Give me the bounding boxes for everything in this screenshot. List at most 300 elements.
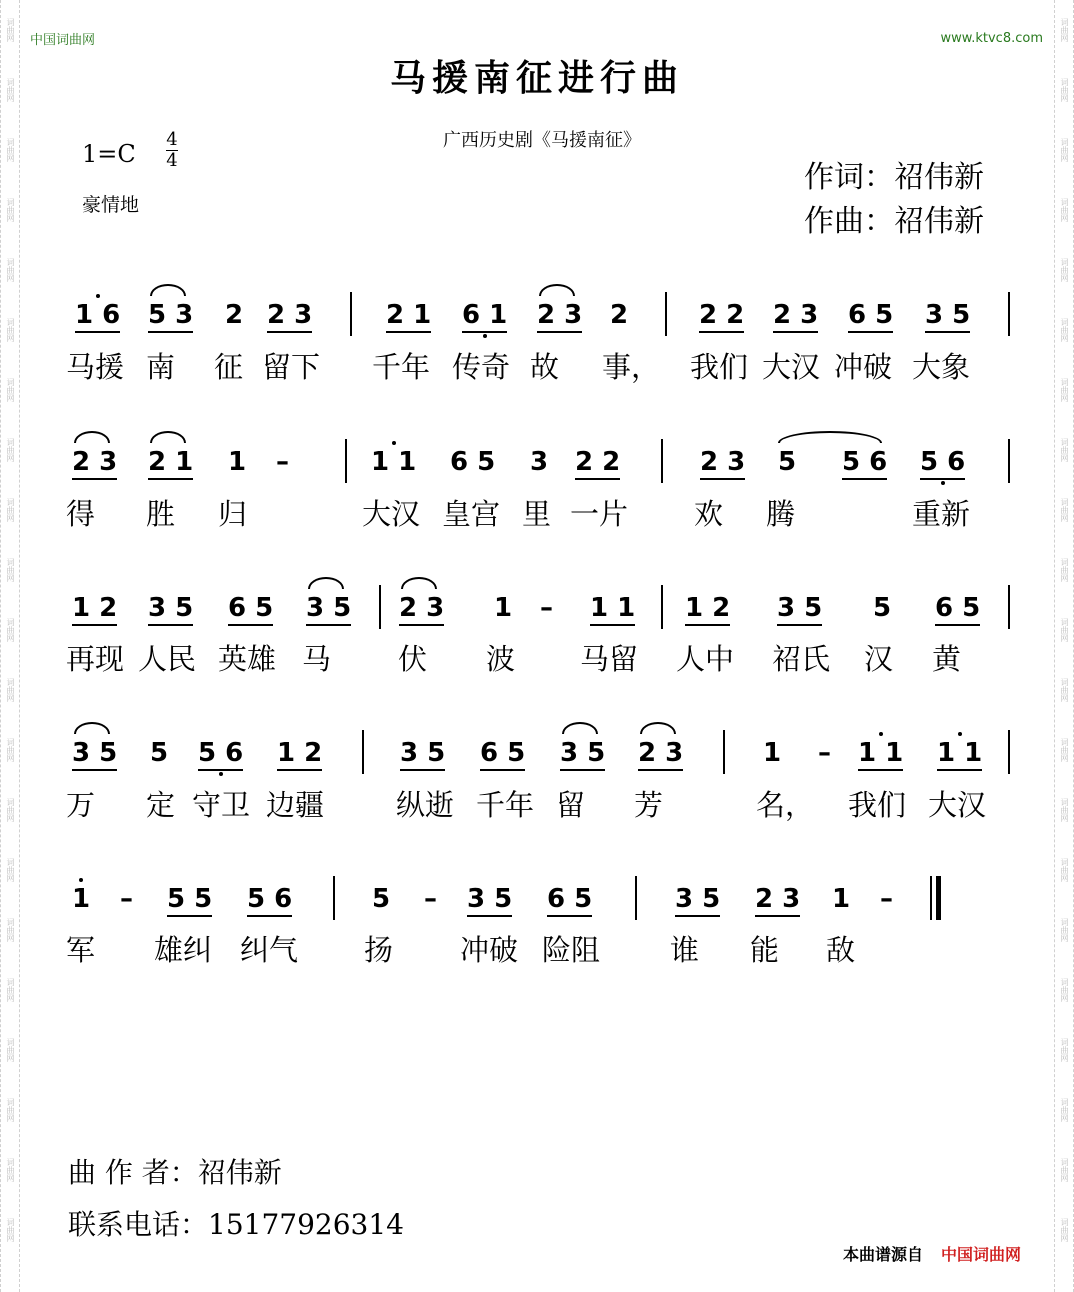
eighth-note-underline	[575, 478, 620, 480]
lyric-word: 冲破	[460, 933, 519, 967]
watermark-text: 词曲网	[1060, 1218, 1069, 1242]
lyric-word: 留下	[262, 350, 321, 384]
note-group	[700, 447, 745, 477]
eighth-note-underline	[700, 478, 745, 480]
eighth-note-underline	[277, 769, 322, 771]
lyric-word: 千年	[476, 788, 535, 822]
lyric-word: 祒氏	[772, 642, 831, 676]
lyric-word: 谁	[670, 933, 700, 967]
watermark-text: 词曲网	[1060, 138, 1069, 162]
lyric-word: 名，	[756, 788, 815, 822]
lyric-word: 传奇	[452, 350, 511, 384]
lyric-word: 胜	[146, 497, 176, 531]
watermark-text: 词曲网	[6, 318, 15, 342]
eighth-note-underline	[228, 624, 273, 626]
eighth-note-underline	[777, 624, 822, 626]
lyric-word: 大汉	[928, 788, 987, 822]
source-credit	[843, 1242, 1021, 1265]
note-group	[228, 447, 246, 477]
lyric-word: 黄	[932, 642, 962, 676]
song-subtitle: 广西历史剧《马援南征》	[443, 130, 641, 151]
note-group	[386, 300, 431, 330]
note-text: 3 5	[777, 593, 823, 623]
note-text: 2 3	[72, 447, 118, 477]
eighth-note-underline	[72, 624, 117, 626]
note-group	[400, 738, 445, 768]
bar-line	[1008, 730, 1010, 774]
note-text: 1 2	[72, 593, 118, 623]
watermark-text: 词曲网	[6, 258, 15, 282]
lyric-word: 留	[556, 788, 586, 822]
source-brand-link[interactable]: 中国词曲网	[941, 1245, 1022, 1264]
watermark-text: 词曲网	[6, 498, 15, 522]
footer-author: 曲 作 者：祒伟新	[68, 1156, 282, 1189]
note-text: 1 1	[590, 593, 636, 623]
eighth-note-underline	[267, 331, 312, 333]
time-bottom: 4	[166, 150, 178, 171]
eighth-note-underline	[247, 915, 292, 917]
final-bar-thick	[936, 876, 941, 920]
song-title: 马援南征进行曲	[389, 58, 684, 99]
composer-credit: 作曲：祒伟新	[804, 204, 984, 239]
note-text: 2 2	[699, 300, 745, 330]
eighth-note-underline	[400, 769, 445, 771]
note-text: 5	[372, 884, 391, 914]
eighth-note-underline	[699, 331, 744, 333]
tempo-marking: 豪情地	[82, 194, 140, 216]
note-text: 2 3	[399, 593, 445, 623]
note-group	[590, 593, 635, 623]
lyric-word: 我们	[690, 350, 749, 384]
bar-line	[379, 585, 381, 629]
lyric-word: 一片	[570, 497, 629, 531]
time-signature	[166, 131, 178, 170]
note-text: 1 2	[277, 738, 323, 768]
note-text: –	[880, 884, 893, 914]
note-text: 1 1	[937, 738, 983, 768]
watermark-text: 词曲网	[1060, 558, 1069, 582]
watermark-text: 词曲网	[6, 378, 15, 402]
eighth-note-underline	[386, 331, 431, 333]
lyric-word: 马援	[66, 350, 125, 384]
lyric-word: 大汉	[362, 497, 421, 531]
eighth-note-underline	[462, 331, 507, 333]
eighth-note-underline	[148, 331, 193, 333]
note-group	[371, 447, 416, 477]
note-group	[72, 447, 117, 477]
note-text: –	[276, 447, 289, 477]
final-bar-line	[930, 876, 942, 920]
watermark-text: 词曲网	[1060, 738, 1069, 762]
eighth-note-underline	[858, 769, 903, 771]
note-text: 2 3	[638, 738, 684, 768]
eighth-note-underline	[560, 769, 605, 771]
note-group	[848, 300, 893, 330]
watermark-text: 词曲网	[1060, 1038, 1069, 1062]
eighth-note-underline	[306, 624, 351, 626]
lyric-word: 军	[66, 933, 96, 967]
note-text: 2 3	[700, 447, 746, 477]
low-octave-dot	[483, 334, 487, 338]
lyric-word: 事，	[602, 350, 661, 384]
slur-mark	[539, 284, 575, 296]
bar-line	[333, 876, 335, 920]
note-text: 5 6	[247, 884, 293, 914]
lyric-word: 雄纠	[154, 933, 213, 967]
lyric-word: 边疆	[266, 788, 325, 822]
watermark-text: 词曲网	[6, 798, 15, 822]
lyric-word: 重新	[912, 497, 971, 531]
watermark-text: 词曲网	[6, 198, 15, 222]
slur-mark	[150, 431, 186, 443]
note-group	[267, 300, 312, 330]
watermark-text: 词曲网	[1060, 798, 1069, 822]
watermark-text: 词曲网	[6, 858, 15, 882]
lyric-word: 人民	[138, 642, 197, 676]
watermark-text: 词曲网	[6, 1158, 15, 1182]
lyric-word: 能	[750, 933, 780, 967]
bar-line	[350, 292, 352, 336]
note-text: 2 3	[773, 300, 819, 330]
watermark-text: 词曲网	[1060, 1158, 1069, 1182]
note-text: –	[424, 884, 437, 914]
tie-mark	[778, 431, 882, 443]
eighth-note-underline	[467, 915, 512, 917]
high-octave-dot	[879, 732, 883, 736]
note-text: 6 5	[547, 884, 593, 914]
note-text: 6 1	[462, 300, 508, 330]
eighth-note-underline	[773, 331, 818, 333]
lyric-word: 伏	[398, 642, 428, 676]
note-group	[225, 300, 243, 330]
lyric-word: 敌	[826, 933, 856, 967]
watermark-text: 词曲网	[1060, 198, 1069, 222]
note-text: 5 6	[842, 447, 888, 477]
eighth-note-underline	[537, 331, 582, 333]
note-group	[148, 300, 193, 330]
eighth-note-underline	[148, 478, 193, 480]
note-text: 5 6	[920, 447, 966, 477]
lyricist-credit: 作词：祒伟新	[804, 160, 984, 195]
note-group	[372, 884, 390, 914]
bar-line	[1008, 292, 1010, 336]
eighth-note-underline	[685, 624, 730, 626]
note-text: 5 6	[198, 738, 244, 768]
note-group	[773, 300, 818, 330]
watermark-text: 词曲网	[6, 918, 15, 942]
note-text: 3	[530, 447, 549, 477]
slur-mark	[150, 284, 186, 296]
lyric-word: 皇宫	[442, 497, 501, 531]
eighth-note-underline	[547, 915, 592, 917]
eighth-note-underline	[590, 624, 635, 626]
high-octave-dot	[392, 441, 396, 445]
lyric-word: 纠气	[240, 933, 299, 967]
lyric-word: 再现	[66, 642, 125, 676]
note-text: 3 5	[560, 738, 606, 768]
final-bar-thin	[930, 876, 932, 920]
watermark-text: 词曲网	[6, 618, 15, 642]
note-text: 3 5	[675, 884, 721, 914]
lyric-word: 大象	[912, 350, 971, 384]
note-group	[494, 593, 512, 623]
note-group	[575, 447, 620, 477]
bar-line	[665, 292, 667, 336]
eighth-note-underline	[937, 769, 982, 771]
lyric-word: 波	[486, 642, 516, 676]
note-group	[72, 738, 117, 768]
site-name-left[interactable]: 中国词曲网	[30, 33, 96, 48]
note-group	[148, 593, 193, 623]
eighth-note-underline	[198, 769, 243, 771]
lyric-word: 马	[302, 642, 332, 676]
note-group	[537, 300, 582, 330]
watermark-text: 词曲网	[1060, 858, 1069, 882]
note-text: –	[818, 738, 831, 768]
sustain-dash	[276, 447, 289, 477]
eighth-note-underline	[848, 331, 893, 333]
bar-line	[362, 730, 364, 774]
lyric-word: 芳	[634, 788, 664, 822]
eighth-note-underline	[399, 624, 444, 626]
note-group	[547, 884, 592, 914]
lyric-word: 归	[218, 497, 248, 531]
watermark-text: 词曲网	[1060, 78, 1069, 102]
watermark-text: 词曲网	[1060, 318, 1069, 342]
note-group	[560, 738, 605, 768]
note-group	[858, 738, 903, 768]
eighth-note-underline	[480, 769, 525, 771]
lyric-word: 汉	[864, 642, 894, 676]
eighth-note-underline	[925, 331, 970, 333]
lyric-word: 我们	[848, 788, 907, 822]
note-group	[777, 593, 822, 623]
site-url-right[interactable]: www.ktvc8.com	[940, 31, 1043, 46]
watermark-text: 词曲网	[6, 18, 15, 42]
lyric-word: 扬	[364, 933, 394, 967]
slur-mark	[401, 577, 437, 589]
lyric-word: 纵逝	[396, 788, 455, 822]
watermark-text: 词曲网	[6, 138, 15, 162]
note-text: 5 5	[167, 884, 213, 914]
note-group	[920, 447, 965, 477]
watermark-text: 词曲网	[6, 738, 15, 762]
bar-line	[1008, 439, 1010, 483]
watermark-text: 词曲网	[6, 1218, 15, 1242]
sustain-dash	[818, 738, 831, 768]
watermark-text: 词曲网	[1060, 1098, 1069, 1122]
note-text: –	[540, 593, 553, 623]
watermark-text: 词曲网	[1060, 978, 1069, 1002]
sustain-dash	[540, 593, 553, 623]
high-octave-dot	[79, 878, 83, 882]
note-text: 2	[610, 300, 629, 330]
bar-line	[661, 439, 663, 483]
watermark-text: 词曲网	[6, 678, 15, 702]
note-group	[277, 738, 322, 768]
note-group	[150, 738, 168, 768]
note-text: –	[120, 884, 133, 914]
note-text: 6 5	[848, 300, 894, 330]
note-text: 3 5	[72, 738, 118, 768]
lyric-word: 守卫	[192, 788, 251, 822]
lyric-word: 千年	[372, 350, 431, 384]
note-group	[638, 738, 683, 768]
note-text: 6 5	[480, 738, 526, 768]
note-group	[530, 447, 548, 477]
lyric-word: 里	[522, 497, 552, 531]
watermark-text: 词曲网	[1060, 258, 1069, 282]
note-group	[755, 884, 800, 914]
note-text: 1 1	[858, 738, 904, 768]
note-text: 1	[228, 447, 247, 477]
note-text: 3 5	[148, 593, 194, 623]
note-text: 2	[225, 300, 244, 330]
note-text: 3 5	[400, 738, 446, 768]
note-group	[842, 447, 887, 477]
note-text: 1	[763, 738, 782, 768]
lyric-word: 大汉	[762, 350, 821, 384]
note-group	[228, 593, 273, 623]
note-group	[675, 884, 720, 914]
eighth-note-underline	[75, 331, 120, 333]
note-group	[480, 738, 525, 768]
sustain-dash	[120, 884, 133, 914]
eighth-note-underline	[675, 915, 720, 917]
watermark-text: 词曲网	[1060, 498, 1069, 522]
note-text: 5	[150, 738, 169, 768]
note-group	[925, 300, 970, 330]
watermark-text: 词曲网	[6, 978, 15, 1002]
note-text: 3 5	[467, 884, 513, 914]
lyric-word: 冲破	[834, 350, 893, 384]
note-text: 2 1	[386, 300, 432, 330]
note-text: 1 2	[685, 593, 731, 623]
note-group	[72, 593, 117, 623]
note-group	[935, 593, 980, 623]
footer-phone: 联系电话：15177926314	[68, 1208, 404, 1241]
note-group	[450, 447, 495, 477]
note-text: 5	[778, 447, 797, 477]
source-label: 本曲谱源自	[843, 1245, 924, 1264]
left-watermark-strip	[0, 0, 20, 1292]
note-group	[685, 593, 730, 623]
note-text: 2 3	[537, 300, 583, 330]
watermark-text: 词曲网	[6, 438, 15, 462]
slur-mark	[640, 722, 676, 734]
note-text: 1	[832, 884, 851, 914]
note-group	[873, 593, 891, 623]
note-text: 1	[494, 593, 513, 623]
eighth-note-underline	[167, 915, 212, 917]
note-text: 3 5	[306, 593, 352, 623]
lyric-word: 征	[214, 350, 244, 384]
note-text: 6 5	[228, 593, 274, 623]
note-group	[763, 738, 781, 768]
sustain-dash	[424, 884, 437, 914]
watermark-text: 词曲网	[1060, 378, 1069, 402]
bar-line	[723, 730, 725, 774]
eighth-note-underline	[842, 478, 887, 480]
watermark-text: 词曲网	[1060, 678, 1069, 702]
note-group	[198, 738, 243, 768]
note-text: 1 6	[75, 300, 121, 330]
bar-line	[661, 585, 663, 629]
note-group	[462, 300, 507, 330]
slur-mark	[74, 722, 110, 734]
slur-mark	[74, 431, 110, 443]
lyric-word: 故	[530, 350, 560, 384]
note-group	[467, 884, 512, 914]
note-group	[699, 300, 744, 330]
note-text: 5 3	[148, 300, 194, 330]
lyric-word: 英雄	[218, 642, 277, 676]
eighth-note-underline	[72, 478, 117, 480]
low-octave-dot	[219, 772, 223, 776]
lyric-word: 定	[146, 788, 176, 822]
watermark-text: 词曲网	[6, 558, 15, 582]
eighth-note-underline	[920, 478, 965, 480]
lyric-word: 南	[146, 350, 176, 384]
note-text: 2 2	[575, 447, 621, 477]
high-octave-dot	[96, 294, 100, 298]
note-text: 2 1	[148, 447, 194, 477]
note-group	[247, 884, 292, 914]
note-group	[937, 738, 982, 768]
watermark-text: 词曲网	[1060, 618, 1069, 642]
lyric-word: 欢	[694, 497, 724, 531]
eighth-note-underline	[755, 915, 800, 917]
note-group	[167, 884, 212, 914]
note-group	[306, 593, 351, 623]
slur-mark	[562, 722, 598, 734]
eighth-note-underline	[148, 624, 193, 626]
note-text: 6 5	[935, 593, 981, 623]
note-text: 6 5	[450, 447, 496, 477]
lyric-word: 腾	[766, 497, 796, 531]
lyric-word: 马留	[580, 642, 639, 676]
lyric-word: 人中	[676, 642, 735, 676]
watermark-text: 词曲网	[1060, 918, 1069, 942]
watermark-text: 词曲网	[6, 78, 15, 102]
bar-line	[635, 876, 637, 920]
note-group	[75, 300, 120, 330]
lyric-word: 险阻	[542, 933, 601, 967]
note-group	[72, 884, 90, 914]
note-group	[832, 884, 850, 914]
high-octave-dot	[958, 732, 962, 736]
key-signature: 1=C	[82, 140, 136, 168]
eighth-note-underline	[935, 624, 980, 626]
note-group	[610, 300, 628, 330]
note-group	[148, 447, 193, 477]
right-watermark-strip	[1054, 0, 1074, 1292]
bar-line	[345, 439, 347, 483]
bar-line	[1008, 585, 1010, 629]
watermark-text: 词曲网	[6, 1038, 15, 1062]
watermark-text: 词曲网	[1060, 18, 1069, 42]
note-text: 1 1	[371, 447, 417, 477]
low-octave-dot	[941, 481, 945, 485]
eighth-note-underline	[72, 769, 117, 771]
lyric-word: 得	[66, 497, 96, 531]
note-text: 1	[72, 884, 91, 914]
slur-mark	[308, 577, 344, 589]
watermark-text: 词曲网	[1060, 438, 1069, 462]
note-group	[399, 593, 444, 623]
note-text: 2 3	[267, 300, 313, 330]
eighth-note-underline	[638, 769, 683, 771]
